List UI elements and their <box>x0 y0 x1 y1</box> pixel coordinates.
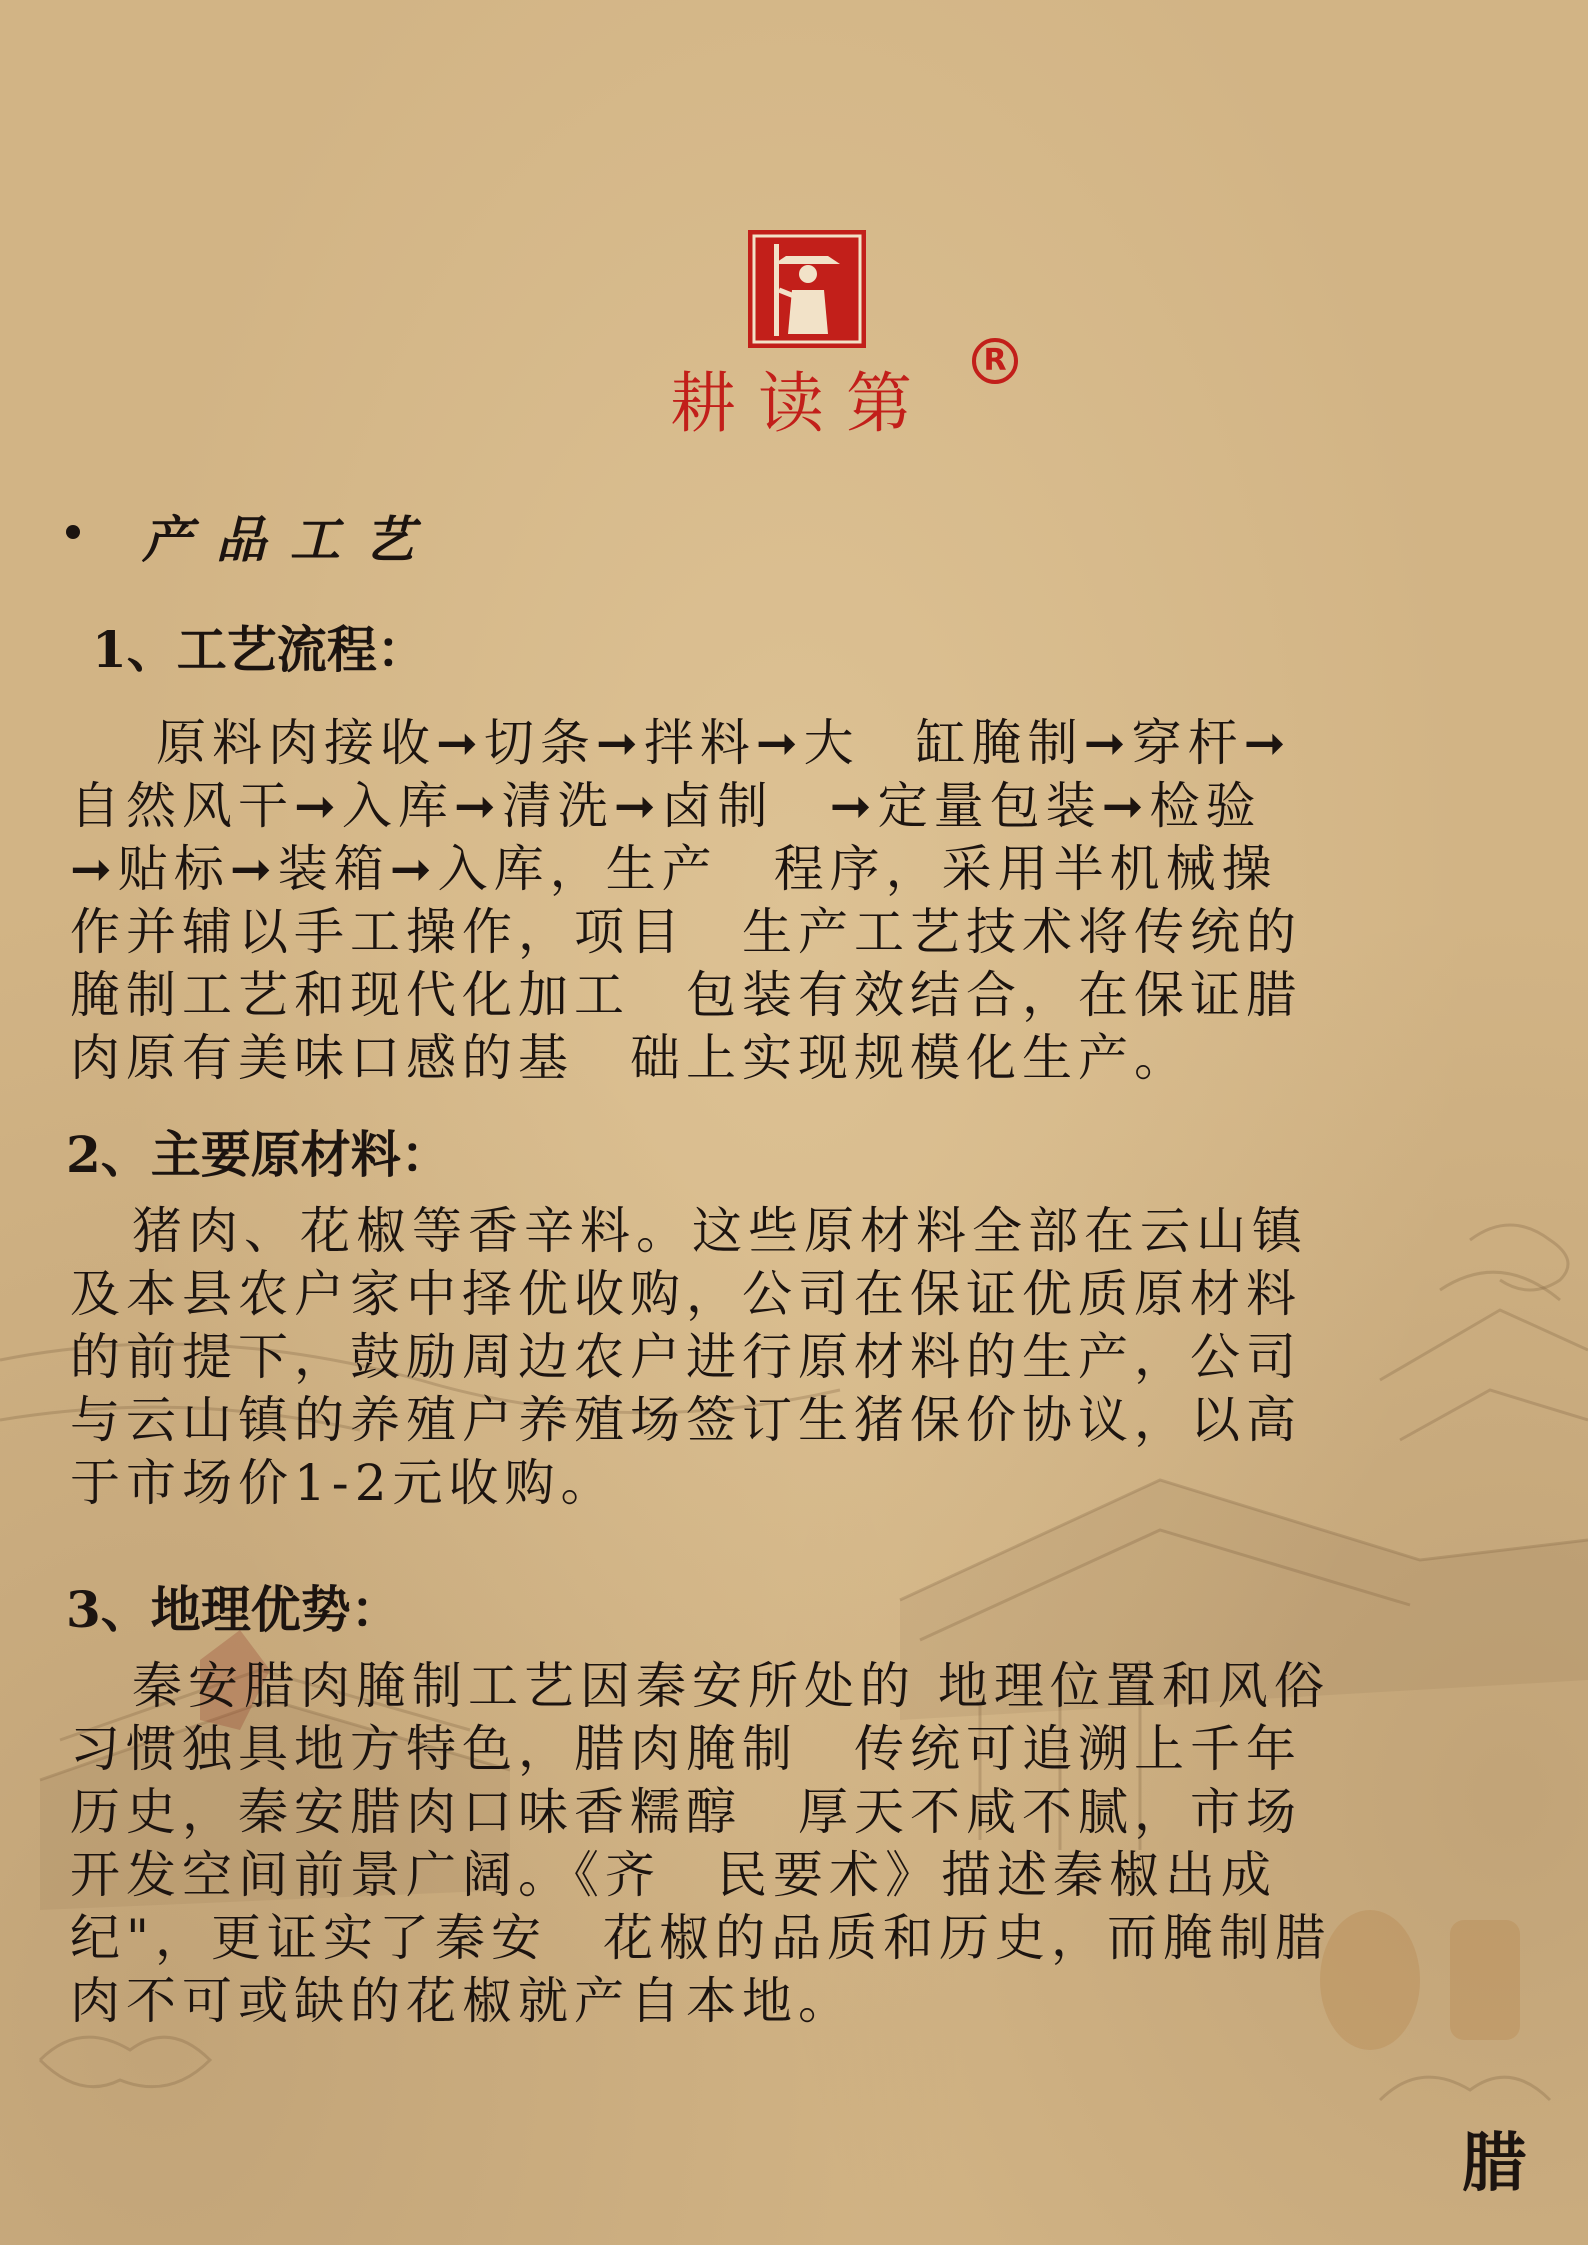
text-line: 作并辅以手工操作，项目 生产工艺技术将传统的 <box>70 903 1302 961</box>
text-line: 腌制工艺和现代化加工 包装有效结合，在保证腊 <box>70 966 1302 1024</box>
corner-character: 腊 <box>1462 2127 1526 2201</box>
text-line: 肉不可或缺的花椒就产自本地。 <box>70 1972 854 2030</box>
paragraph-geographic-advantage <box>70 1655 1420 2033</box>
paragraph-raw-materials <box>70 1200 1420 1515</box>
text-line: ➞贴标➞装箱➞入库，生产 程序，采用半机械操 <box>70 840 1278 898</box>
text-line: 秦安腊肉腌制工艺因秦安所处的 地理位置和风俗 <box>132 1657 1330 1715</box>
text-line: 原料肉接收➞切条➞拌料➞大 缸腌制➞穿杆➞ <box>156 714 1292 772</box>
heading-geographic-advantage: 3、地理优势： <box>66 1580 401 1639</box>
paragraph-process-flow <box>70 712 1420 1090</box>
heading-process-flow: 1、工艺流程： <box>92 620 427 679</box>
text-line: 纪"，更证实了秦安 花椒的品质和历史，而腌制腊 <box>70 1909 1331 1967</box>
heading-raw-materials: 2、主要原材料： <box>66 1125 451 1184</box>
bullet-icon <box>66 525 80 539</box>
text-line: 自然风干➞入库➞清洗➞卤制 ➞定量包装➞检验 <box>70 777 1262 835</box>
text-line: 开发空间前景广阔。《齐 民要术》描述秦椒出成 <box>70 1846 1277 1904</box>
text-line: 的前提下，鼓励周边农户进行原材料的生产，公司 <box>70 1328 1302 1386</box>
section-title: 产品工艺 <box>142 510 438 569</box>
brand-name: 耕读第 <box>670 365 934 442</box>
text-line: 及本县农户家中择优收购，公司在保证优质原材料 <box>70 1265 1302 1323</box>
text-line: 与云山镇的养殖户养殖场签订生猪保价协议，以高 <box>70 1391 1302 1449</box>
text-line: 肉原有美味口感的基 础上实现规模化生产。 <box>70 1029 1190 1087</box>
text-line: 猪肉、花椒等香辛料。这些原材料全部在云山镇 <box>132 1202 1308 1260</box>
farmer-seal-icon <box>748 230 866 348</box>
text-line: 历史，秦安腊肉口味香糯醇 厚天不咸不腻，市场 <box>70 1783 1302 1841</box>
text-line: 于市场价1-2元收购。 <box>70 1454 617 1512</box>
registered-mark-icon: R <box>972 338 1018 384</box>
text-line: 习惯独具地方特色，腊肉腌制 传统可追溯上千年 <box>70 1720 1302 1778</box>
